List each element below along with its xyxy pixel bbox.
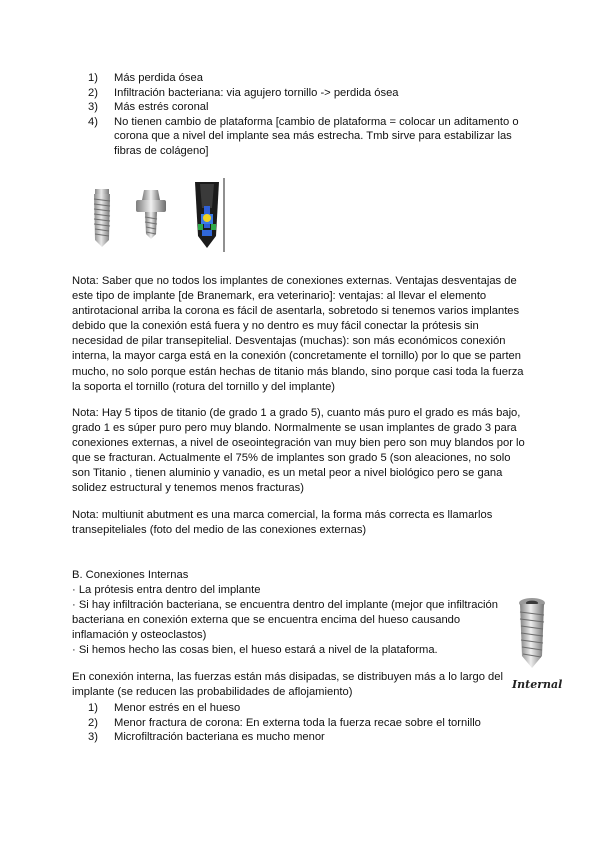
implant-with-abutment-image: [131, 188, 171, 240]
list-item: 3) Más estrés coronal: [88, 101, 209, 113]
note-multiunit-abutment: Nota: multiunit abutment es una marca comercial, la forma más correcta es llamarlos transepiteliales (foto del medio de las conexiones externas): [72, 509, 493, 537]
internal-forces-paragraph: En conexión interna, las fuerzas están más disipadas, se distribuyen más a lo largo del implante (se reducen las probabilidades de aflojamiento): [72, 671, 503, 699]
list-item: 2) Infiltración bacteriana: via agujero tornillo -> perdida ósea: [88, 86, 399, 99]
list-item: 3) Microfiltración bacteriana es mucho menor: [88, 731, 325, 743]
list-item: 4) No tienen cambio de plataforma [cambio de plataforma = colocar un aditamento o corona que a nivel del implante sea más estrecha. Tmb sirve para estabilizar las fibras de colágeno]: [88, 115, 519, 157]
internal-advantages-list: [88, 701, 528, 745]
bullet-item: · Si hay infiltración bacteriana, se encuentra dentro del implante (mejor que infiltración bacteriana en conexión externa que se encuentra encima del hueso causando inflamación y osteoclastos): [72, 598, 498, 641]
section-heading: B. Conexiones Internas: [72, 569, 189, 581]
implant-internal-image: [512, 596, 552, 678]
note-titanium-grades: Nota: Hay 5 tipos de titanio (de grado 1 a grado 5), cuanto más puro el grado es más bajo, grado 1 es súper puro pero muy blando. Normalmente se usan implantes de grado 3 para conexiones externas, a nivel de oseointegración van muy bien pero son muy blandos por lo que se fracturan. Actualmente el 75% de implantes son grado 5 (son aleaciones, no solo son Titanio , tienen aluminio y vanadio, es un metal peor a nivel biológico pero se gana solidez estructural y tenemos menos fracturas): [72, 407, 525, 495]
list-item: 2) Menor fractura de corona: En externa toda la fuerza recae sobre el tornillo: [88, 716, 481, 729]
implant-external-hex-image: [90, 188, 114, 248]
list-item: 1) Menor estrés en el hueso: [88, 702, 241, 714]
advantages-list-top: [88, 71, 528, 158]
list-item: 1) Más perdida ósea: [88, 72, 203, 84]
internal-caption: Internal: [512, 678, 563, 691]
implant-cross-section-image: [192, 178, 226, 252]
bullet-item: · La prótesis entra dentro del implante: [72, 583, 261, 596]
section-internal-connections: [72, 568, 512, 657]
bullet-item: · Si hemos hecho las cosas bien, el hueso estará a nivel de la plataforma.: [72, 643, 438, 656]
note-external-connection: Nota: Saber que no todos los implantes de conexiones externas. Ventajas desventajas de este tipo de implante [de Branemark, era veterinario]: ventajas: al llevar el elemento antirotacional arriba la corona es fácil de asentarla, sobretodo si tenemos varios implantes debido que la conexión está fuera y no dentro es muy fácil conectar la prótesis sin necesidad de pilar transepitelial. Desventajas (muchas): son más económicos conexión interna, la mayor carga está en la conexión (concretamente el tornillo) por lo que se parten mucho, no solo porque están hechas de titanio más blando, sino porque casi toda la fuerza la soporta el tornillo (rotura del tornillo y del implante): [72, 275, 524, 393]
